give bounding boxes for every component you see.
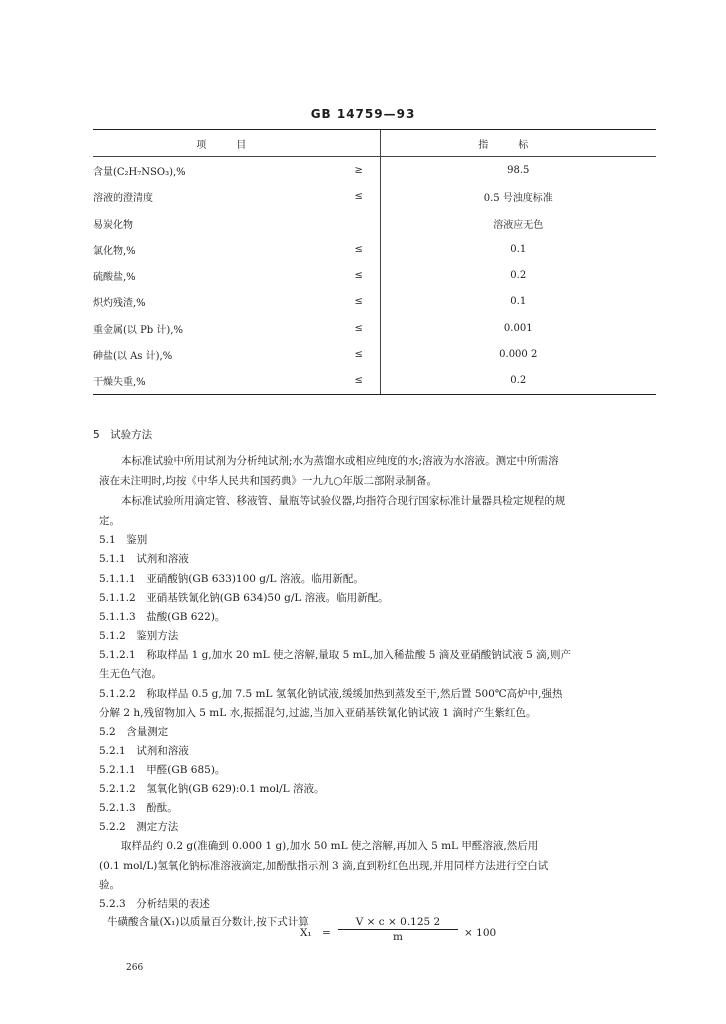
formula-tail: × 100 [464, 927, 497, 939]
paragraph-line: 本标准试验中所用试剂为分析纯试剂;水为蒸馏水或相应纯度的水;溶液为水溶液。测定中所需溶 [121, 455, 559, 467]
section-heading: 5.1 鉴别 [99, 534, 148, 546]
row-value: 0.2 [380, 262, 656, 288]
row-name: 硫酸盐,% [93, 272, 136, 284]
row-value: 0.5 号浊度标准 [380, 184, 656, 210]
row-comparator: ≤ [338, 368, 380, 395]
row-name: 重金属(以 Pb 计),% [93, 324, 183, 336]
spec-table [93, 129, 656, 395]
row-comparator: ≤ [354, 270, 363, 282]
section-heading: 5.1.2 鉴别方法 [99, 630, 179, 642]
row-value: 溶液应无色 [380, 210, 656, 236]
row-name: 炽灼残渣,% [93, 298, 146, 310]
section-heading-5: 5 试验方法 [93, 429, 153, 441]
clause-line: 生无色气泡。 [99, 668, 162, 680]
row-comparator: ≤ [354, 243, 363, 255]
table-row [93, 341, 656, 367]
clause-line: 分解 2 h,残留物加入 5 mL 水,振摇混匀,过滤,当加入亚硝基铁氰化钠试液 1 滴时产生紫红色。 [99, 707, 537, 719]
formula-equals: = [322, 927, 331, 939]
formula-lhs: X₁ [300, 927, 312, 939]
row-value: 98.5 [380, 157, 656, 184]
table-row [93, 210, 656, 236]
standard-header: GB 14759—93 [310, 107, 416, 121]
paragraph-line: (0.1 mol/L)氢氧化钠标准溶液滴定,加酚酞指示剂 3 滴,直到粉红色出现,并用同样方法进行空白试 [99, 860, 549, 872]
table-row [93, 315, 656, 341]
clause-line: 5.1.1.3 盐酸(GB 622)。 [99, 611, 226, 623]
section-heading: 5.1.1 试剂和溶液 [99, 553, 189, 565]
row-value: 0.000 2 [380, 341, 656, 367]
row-name: 氯化物,% [93, 245, 136, 257]
row-comparator: ≥ [354, 164, 363, 176]
formula-numerator: V × c × 0.125 2 [338, 916, 458, 930]
section-heading: 5.2.1 试剂和溶液 [99, 745, 189, 757]
section-heading: 5.2.3 分析结果的表述 [99, 898, 210, 910]
column-header-item: 项目 [93, 130, 380, 157]
clause-line: 5.1.2.2 称取样品 0.5 g,加 7.5 mL 氢氧化钠试液,缓缓加热到蒸发至干,然后置 500℃高炉中,强热 [99, 688, 563, 700]
paragraph-line: 液在未注明时,均按《中华人民共和国药典》一九九○年版二部附录制备。 [99, 475, 437, 487]
section-heading: 5.2 含量测定 [99, 726, 169, 738]
clause-line: 5.2.1.1 甲醛(GB 685)。 [99, 764, 226, 776]
paragraph-line: 验。 [99, 879, 120, 891]
row-name: 含量(C₂H₇NSO₃),% [93, 166, 186, 178]
table-row [93, 184, 656, 210]
row-value: 0.2 [380, 368, 656, 395]
clause-line: 5.1.1.2 亚硝基铁氰化钠(GB 634)50 g/L 溶液。临用新配。 [99, 592, 389, 604]
table-row [93, 289, 656, 315]
clause-line: 5.2.1.3 酚酞。 [99, 802, 178, 814]
row-name: 溶液的澄清度 [93, 193, 153, 205]
row-value: 0.1 [380, 236, 656, 262]
row-comparator: ≤ [354, 322, 363, 334]
row-value: 0.1 [380, 289, 656, 315]
paragraph-line: 取样品约 0.2 g(准确到 0.000 1 g),加水 50 mL 使之溶解,再加入 5 mL 甲醛溶液,然后用 [121, 840, 539, 852]
column-header-spec: 指标 [380, 130, 656, 157]
clause-line: 5.1.1.1 亚硝酸钠(GB 633)100 g/L 溶液。临用新配。 [99, 573, 364, 585]
row-name: 易炭化物 [93, 219, 133, 231]
row-name: 干燥失重,% [93, 368, 338, 395]
clause-line: 5.2.1.2 氢氧化钠(GB 629):0.1 mol/L 溶液。 [99, 783, 325, 795]
page-number: 266 [126, 963, 144, 973]
paragraph-line: 本标准试验所用滴定管、移液管、量瓶等试验仪器,均指符合现行国家标准计量器具检定规程的规 [121, 495, 566, 507]
table-row [93, 236, 656, 262]
table-row [93, 368, 656, 395]
table-row [93, 157, 656, 184]
row-comparator: ≤ [354, 349, 363, 361]
paragraph-line: 牛磺酸含量(X₁)以质量百分数计,按下式计算 [107, 916, 309, 928]
row-name: 砷盐(以 As 计),% [93, 351, 173, 363]
formula-fraction [338, 916, 458, 943]
formula-denominator: m [393, 931, 403, 943]
row-value: 0.001 [380, 315, 656, 341]
row-comparator [338, 210, 380, 236]
row-comparator: ≤ [354, 296, 363, 308]
table-header-row [93, 130, 656, 157]
clause-line: 5.1.2.1 称取样品 1 g,加水 20 mL 使之溶解,量取 5 mL,加入稀盐酸 5 滴及亚硝酸钠试液 5 滴,则产 [99, 649, 571, 661]
row-comparator: ≤ [354, 191, 363, 203]
paragraph-line: 定。 [99, 515, 120, 527]
section-heading: 5.2.2 测定方法 [99, 821, 179, 833]
table-row [93, 262, 656, 288]
